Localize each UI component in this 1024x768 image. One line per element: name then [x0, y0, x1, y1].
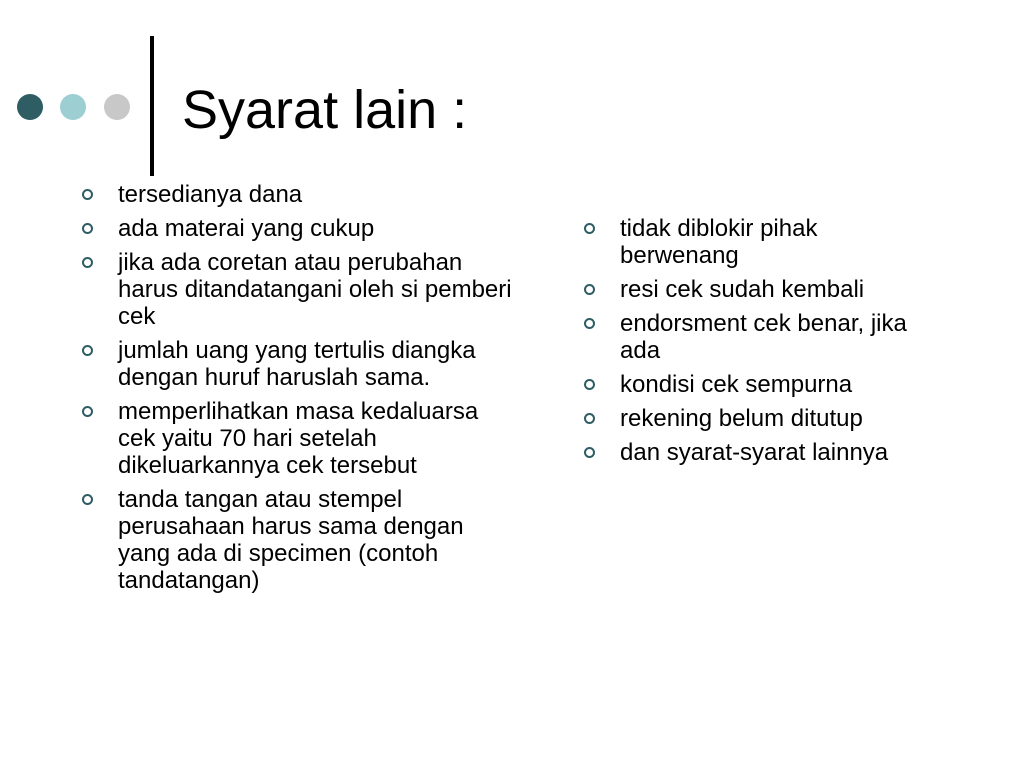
circle-bullet-icon [82, 345, 93, 356]
list-item-text: kondisi cek sempurna [620, 371, 853, 398]
circle-bullet-icon [584, 284, 595, 295]
list-item-text: tersedianya dana [118, 181, 303, 208]
list-item-text: endorsment cek benar, jika ada [620, 310, 907, 364]
list-item [582, 276, 922, 303]
list-item-text: jumlah uang yang tertulis diangka dengan huruf haruslah sama. [118, 337, 476, 391]
dark-teal-dot-icon [17, 94, 43, 120]
circle-bullet-icon [82, 406, 93, 417]
list-item [582, 215, 922, 269]
circle-bullet-icon [584, 223, 595, 234]
list-item [582, 405, 922, 432]
circle-bullet-icon [82, 189, 93, 200]
circle-bullet-icon [584, 447, 595, 458]
circle-bullet-icon [584, 379, 595, 390]
list-item [582, 371, 922, 398]
circle-bullet-icon [82, 257, 93, 268]
list-item [80, 249, 520, 330]
gray-dot-icon [104, 94, 130, 120]
list-item [582, 310, 922, 364]
list-item [80, 337, 520, 391]
list-item-text: jika ada coretan atau perubahan harus ditandatangani oleh si pemberi cek [118, 249, 512, 330]
circle-bullet-icon [82, 223, 93, 234]
circle-bullet-icon [584, 318, 595, 329]
list-item-text: ada materai yang cukup [118, 215, 375, 242]
list-item [80, 181, 520, 208]
left-bullet-list [80, 181, 520, 601]
list-item-text: tidak diblokir pihak berwenang [620, 215, 818, 269]
list-item-text: tanda tangan atau stempel perusahaan harus sama dengan yang ada di specimen (contoh tandatangan) [118, 486, 464, 594]
list-item [582, 439, 922, 466]
list-item-text: rekening belum ditutup [620, 405, 863, 432]
list-item-text: memperlihatkan masa kedaluarsa cek yaitu 70 hari setelah dikeluarkannya cek tersebut [118, 398, 479, 479]
circle-bullet-icon [82, 494, 93, 505]
title-divider-line [150, 36, 154, 176]
list-item-text: resi cek sudah kembali [620, 276, 865, 303]
circle-bullet-icon [584, 413, 595, 424]
slide-title: Syarat lain : [182, 80, 468, 140]
list-item [80, 486, 520, 594]
list-item [80, 398, 520, 479]
light-teal-dot-icon [60, 94, 86, 120]
list-item-text: dan syarat-syarat lainnya [620, 439, 889, 466]
right-bullet-list [582, 215, 922, 473]
list-item [80, 215, 520, 242]
